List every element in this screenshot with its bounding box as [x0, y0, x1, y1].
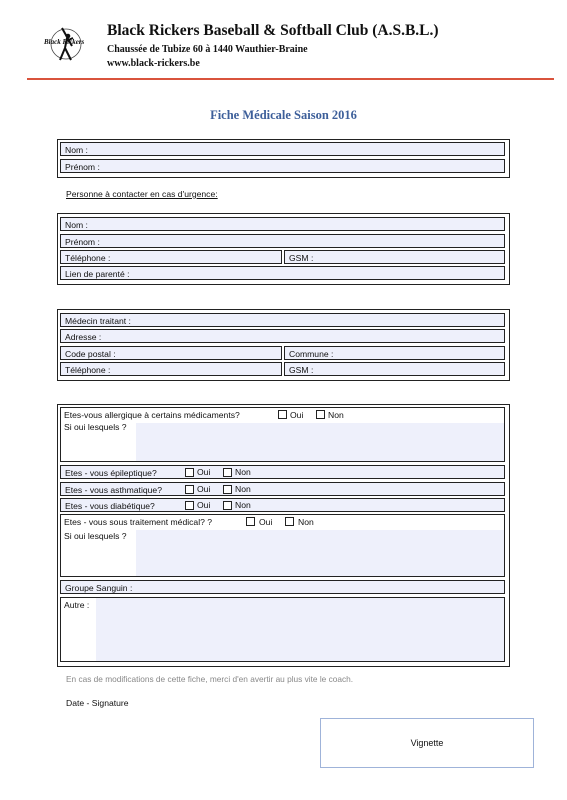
allergy-non-checkbox[interactable] — [316, 410, 325, 419]
diabetic-non-label: Non — [235, 500, 251, 510]
code-postal-field[interactable]: Code postal : — [60, 346, 282, 360]
epileptic-non-label: Non — [235, 467, 251, 477]
vignette-box[interactable] — [320, 718, 534, 768]
epileptic-row: Etes - vous épileptique? — [60, 465, 505, 479]
emergency-telephone-field[interactable]: Téléphone : — [60, 250, 282, 264]
epileptic-non-checkbox[interactable] — [223, 468, 232, 477]
asthma-oui-checkbox[interactable] — [185, 485, 194, 494]
commune-field[interactable]: Commune : — [284, 346, 505, 360]
autre-label: Autre : — [64, 600, 90, 610]
club-website: www.black-rickers.be — [107, 58, 200, 69]
treatment-question: Etes - vous sous traitement médical? ? — [64, 517, 213, 527]
treatment-oui-label: Oui — [259, 517, 273, 527]
emergency-section-label: Personne à contacter en cas d'urgence: — [66, 189, 218, 199]
player-nom-field[interactable]: Nom : — [60, 142, 505, 156]
diabetic-oui-checkbox[interactable] — [185, 501, 194, 510]
adresse-field[interactable]: Adresse : — [60, 329, 505, 343]
emergency-gsm-field[interactable]: GSM : — [284, 250, 505, 264]
allergy-answer-field[interactable] — [136, 423, 504, 461]
groupe-sanguin-field[interactable]: Groupe Sanguin : — [60, 580, 505, 594]
club-name: Black Rickers Baseball & Softball Club (A.S.B.L.) — [107, 22, 439, 39]
vignette-label: Vignette — [410, 738, 444, 748]
player-prenom-field[interactable]: Prénom : — [60, 159, 505, 173]
doctor-gsm-field[interactable]: GSM : — [284, 362, 505, 376]
batter-logo-icon — [40, 26, 98, 70]
logo-text: Black Rickers — [44, 38, 85, 46]
treatment-answer-field[interactable] — [136, 530, 504, 576]
diabetic-non-checkbox[interactable] — [223, 501, 232, 510]
emergency-lien-field[interactable]: Lien de parenté : — [60, 266, 505, 280]
allergy-oui-label: Oui — [290, 410, 304, 420]
club-logo — [40, 26, 98, 70]
asthma-non-checkbox[interactable] — [223, 485, 232, 494]
club-address: Chaussée de Tubize 60 à 1440 Wauthier-Braine — [107, 44, 308, 55]
allergy-si-oui-label: Si oui lesquels ? — [64, 422, 127, 432]
treatment-oui-checkbox[interactable] — [246, 517, 255, 526]
asthma-row: Etes - vous asthmatique? — [60, 482, 505, 496]
modification-note: En cas de modifications de cette fiche, merci d'en avertir au plus vite le coach. — [66, 674, 354, 684]
treatment-non-label: Non — [298, 517, 314, 527]
allergy-oui-checkbox[interactable] — [278, 410, 287, 419]
autre-answer-field[interactable] — [96, 598, 504, 661]
emergency-nom-field[interactable]: Nom : — [60, 217, 505, 231]
allergy-question: Etes-vous allergique à certains médicaments? — [64, 410, 240, 420]
treatment-si-oui-label: Si oui lesquels ? — [64, 531, 127, 541]
doctor-telephone-field[interactable]: Téléphone : — [60, 362, 282, 376]
epileptic-oui-label: Oui — [197, 467, 211, 477]
diabetic-row: Etes - vous diabétique? — [60, 498, 505, 512]
allergy-non-label: Non — [328, 410, 344, 420]
asthma-non-label: Non — [235, 484, 251, 494]
date-signature-label: Date - Signature — [66, 698, 129, 708]
emergency-prenom-field[interactable]: Prénom : — [60, 234, 505, 248]
asthma-oui-label: Oui — [197, 484, 211, 494]
header-divider — [27, 78, 554, 80]
diabetic-oui-label: Oui — [197, 500, 211, 510]
treatment-non-checkbox[interactable] — [285, 517, 294, 526]
epileptic-oui-checkbox[interactable] — [185, 468, 194, 477]
page-title: Fiche Médicale Saison 2016 — [210, 108, 357, 122]
medecin-field[interactable]: Médecin traitant : — [60, 313, 505, 327]
